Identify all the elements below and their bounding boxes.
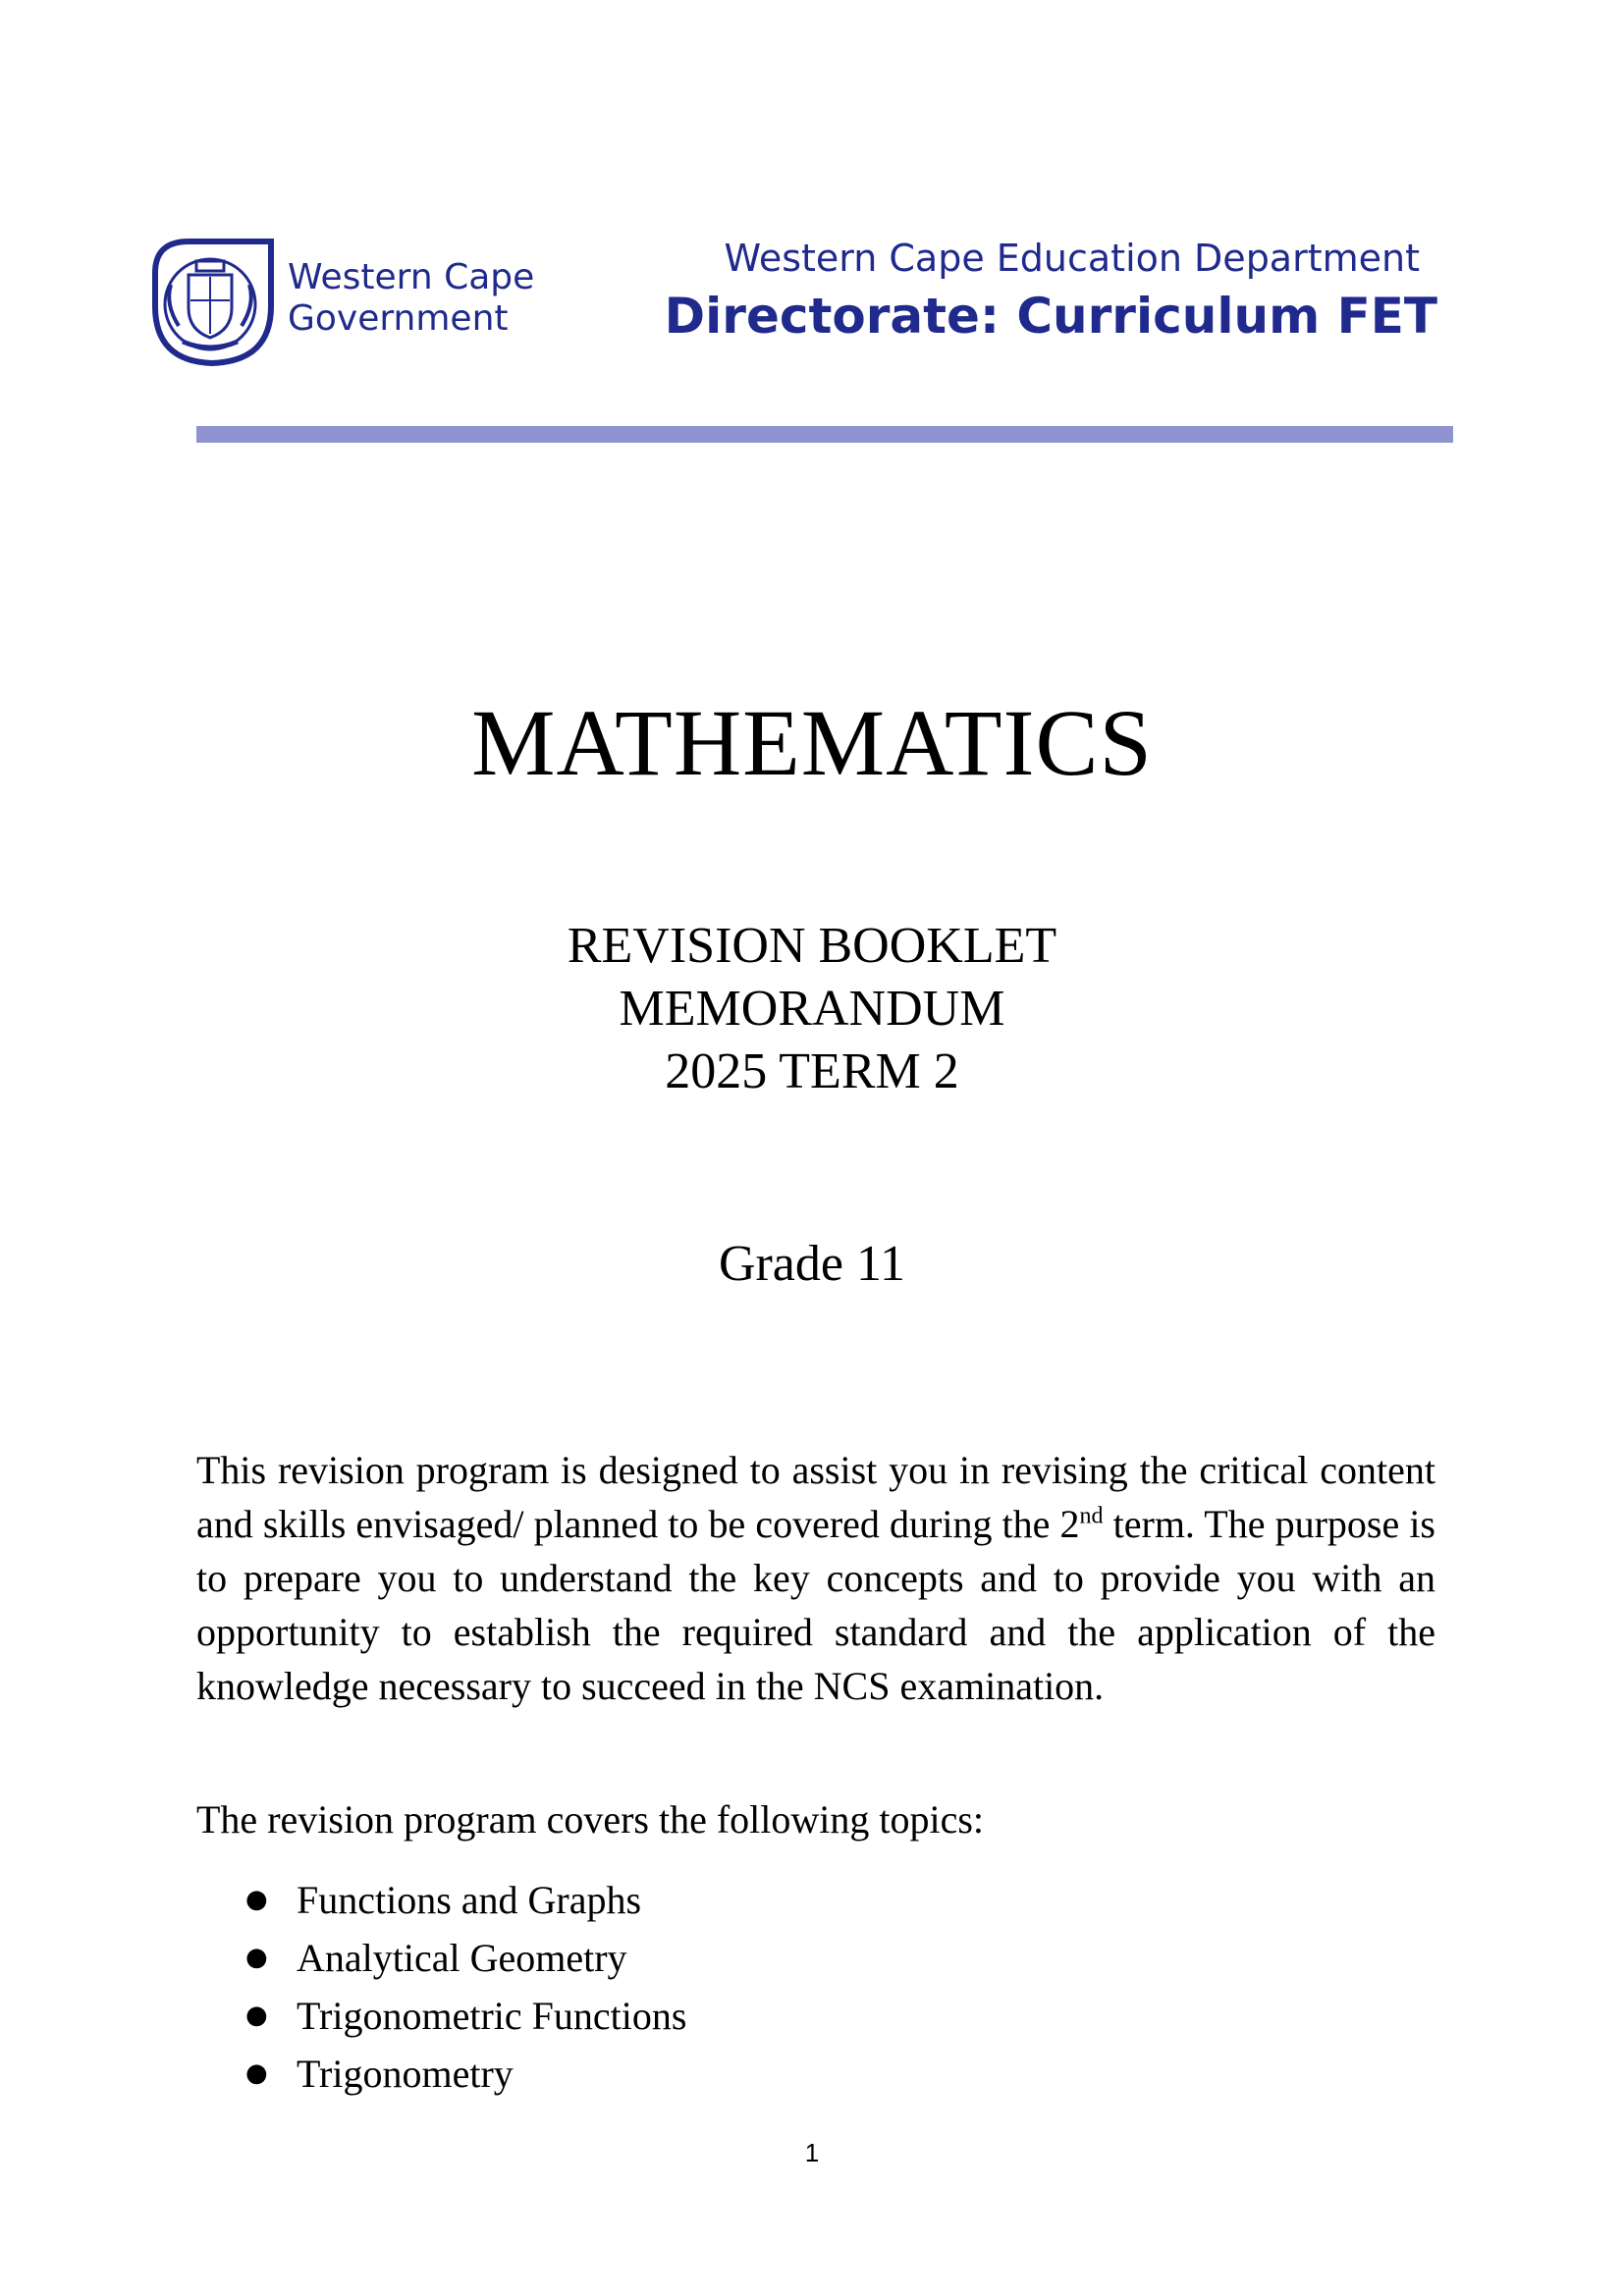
header-divider bbox=[196, 426, 1453, 443]
document-title: MATHEMATICS bbox=[471, 690, 1153, 795]
subtitle-line: 2025 TERM 2 bbox=[665, 1043, 959, 1099]
list-item bbox=[196, 1871, 686, 1929]
intro-text-start: This revision program is designed to assist you in revising the critical content and skills envisaged/ planned to be covered during the 2 bbox=[196, 1448, 1435, 1546]
topic-label: Analytical Geometry bbox=[297, 1936, 627, 1980]
intro-paragraph bbox=[196, 1443, 1435, 1713]
topics-list bbox=[196, 1871, 686, 2103]
topic-label: Trigonometric Functions bbox=[297, 1994, 687, 2038]
topics-heading: The revision program covers the following topics: bbox=[196, 1797, 985, 1842]
list-item bbox=[196, 1929, 686, 1987]
subtitle-line: REVISION BOOKLET bbox=[567, 918, 1057, 974]
bullet-icon: ● bbox=[245, 1885, 268, 1914]
ordinal-superscript: nd bbox=[1079, 1503, 1104, 1529]
page-number: 1 bbox=[804, 2138, 820, 2167]
department-name: Western Cape Education Department bbox=[724, 237, 1420, 280]
bullet-icon: ● bbox=[245, 1943, 268, 1972]
document-subtitle bbox=[0, 915, 1624, 1103]
logo-wordmark bbox=[288, 257, 534, 340]
crest-logo-icon bbox=[149, 236, 277, 368]
list-item bbox=[196, 2045, 686, 2103]
bullet-icon: ● bbox=[245, 2058, 268, 2088]
intro-text-end: term. The purpose is to prepare you to understand the key concepts and to provide you with an opportunity to establish the required standard and the application of the knowledge necessary to succeed in the NCS examination. bbox=[196, 1502, 1436, 1708]
logo-line-1: Western Cape bbox=[288, 257, 535, 297]
subtitle-line: MEMORANDUM bbox=[619, 981, 1005, 1037]
directorate-name: Directorate: Curriculum FET bbox=[664, 288, 1437, 345]
topic-label: Trigonometry bbox=[297, 2052, 514, 2096]
topic-label: Functions and Graphs bbox=[297, 1878, 642, 1922]
logo-line-2: Government bbox=[288, 298, 509, 339]
list-item bbox=[196, 1987, 686, 2045]
bullet-icon: ● bbox=[245, 2001, 268, 2030]
grade-label: Grade 11 bbox=[718, 1236, 906, 1292]
